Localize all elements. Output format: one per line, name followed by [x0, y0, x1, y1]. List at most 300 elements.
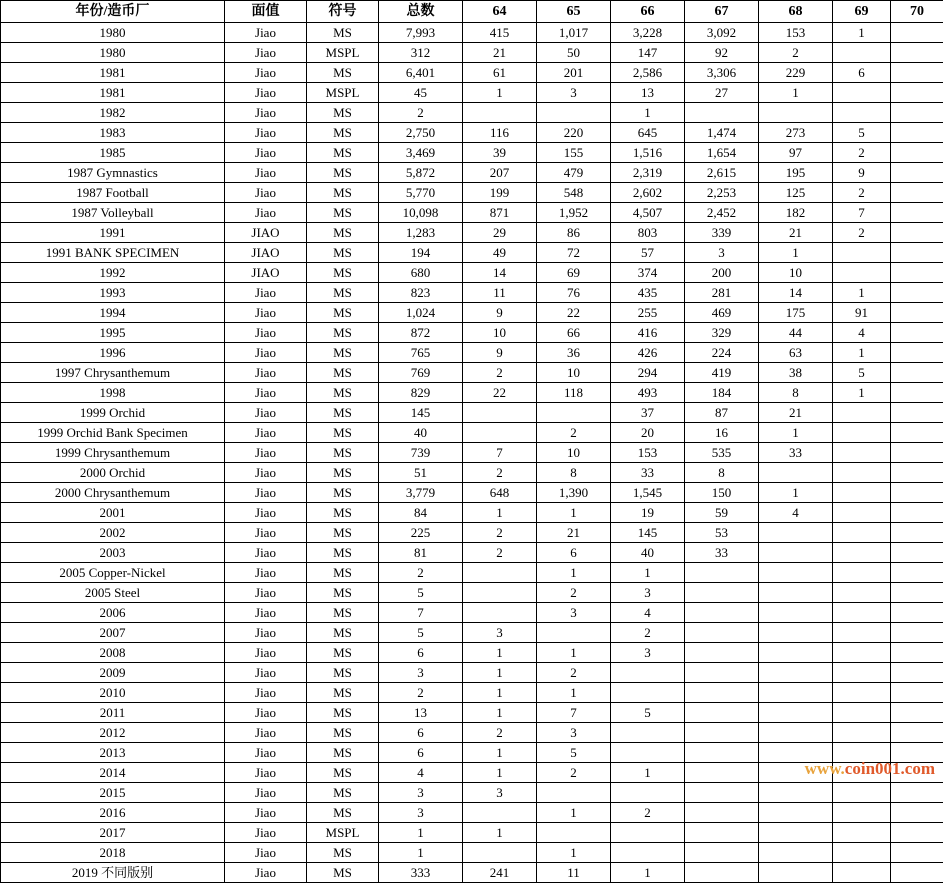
cell-value: Jiao	[225, 283, 307, 303]
cell-value: 2	[463, 543, 537, 563]
cell-value: 53	[685, 523, 759, 543]
cell-value: 155	[537, 143, 611, 163]
cell-value: 1	[611, 863, 685, 883]
cell-value: 535	[685, 443, 759, 463]
cell-value	[891, 603, 943, 623]
cell-value	[833, 723, 891, 743]
cell-value	[759, 523, 833, 543]
cell-value: MS	[307, 163, 379, 183]
column-header-8: 68	[759, 1, 833, 23]
cell-value: 1,017	[537, 23, 611, 43]
cell-value	[833, 743, 891, 763]
cell-value: 2	[611, 803, 685, 823]
cell-year-mint: 2019 不同版别	[1, 863, 225, 883]
cell-value: 21	[759, 223, 833, 243]
cell-value: 1	[759, 83, 833, 103]
cell-value	[611, 663, 685, 683]
cell-value: 175	[759, 303, 833, 323]
cell-value: 294	[611, 363, 685, 383]
cell-value: 2	[379, 683, 463, 703]
cell-value: MS	[307, 63, 379, 83]
cell-value: 479	[537, 163, 611, 183]
cell-value: 200	[685, 263, 759, 283]
cell-value: Jiao	[225, 123, 307, 143]
table-row	[1, 723, 943, 743]
cell-value: Jiao	[225, 43, 307, 63]
cell-value	[833, 683, 891, 703]
cell-value: MS	[307, 523, 379, 543]
cell-value	[891, 723, 943, 743]
cell-value: 33	[759, 443, 833, 463]
cell-value: 2	[463, 723, 537, 743]
cell-value	[833, 243, 891, 263]
table-row	[1, 763, 943, 783]
cell-value	[891, 363, 943, 383]
cell-year-mint: 2014	[1, 763, 225, 783]
cell-value: 1,516	[611, 143, 685, 163]
cell-value	[611, 783, 685, 803]
cell-value: MS	[307, 803, 379, 823]
cell-year-mint: 2000 Orchid	[1, 463, 225, 483]
cell-value	[685, 783, 759, 803]
cell-value	[685, 863, 759, 883]
cell-value: 49	[463, 243, 537, 263]
cell-value	[891, 523, 943, 543]
cell-value: 871	[463, 203, 537, 223]
cell-value	[891, 803, 943, 823]
cell-value: 1	[611, 763, 685, 783]
cell-year-mint: 2011	[1, 703, 225, 723]
cell-value: 7	[379, 603, 463, 623]
table-row	[1, 403, 943, 423]
cell-year-mint: 2013	[1, 743, 225, 763]
cell-value: Jiao	[225, 183, 307, 203]
table-row	[1, 563, 943, 583]
cell-value	[759, 803, 833, 823]
cell-value: 312	[379, 43, 463, 63]
column-header-3: 总数	[379, 1, 463, 23]
cell-value: 9	[833, 163, 891, 183]
table-row	[1, 203, 943, 223]
table-row	[1, 43, 943, 63]
cell-value: 207	[463, 163, 537, 183]
cell-value	[891, 583, 943, 603]
cell-value: 2,615	[685, 163, 759, 183]
cell-value: 1	[463, 703, 537, 723]
cell-value: 3	[537, 603, 611, 623]
cell-value: Jiao	[225, 783, 307, 803]
cell-value: 1	[463, 643, 537, 663]
cell-value	[891, 683, 943, 703]
cell-value: 116	[463, 123, 537, 143]
column-header-4: 64	[463, 1, 537, 23]
cell-value: 1	[611, 563, 685, 583]
cell-value: 4	[611, 603, 685, 623]
cell-value: 6	[379, 743, 463, 763]
cell-value: Jiao	[225, 163, 307, 183]
cell-value	[685, 623, 759, 643]
cell-value	[685, 103, 759, 123]
cell-value	[685, 723, 759, 743]
table-row	[1, 743, 943, 763]
cell-value: 8	[759, 383, 833, 403]
cell-value: 3,228	[611, 23, 685, 43]
cell-value: MS	[307, 583, 379, 603]
cell-value: 435	[611, 283, 685, 303]
cell-value	[891, 543, 943, 563]
cell-value	[611, 843, 685, 863]
cell-value: 1	[833, 23, 891, 43]
cell-value: MS	[307, 103, 379, 123]
cell-year-mint: 1991 BANK SPECIMEN	[1, 243, 225, 263]
watermark-www: www.	[805, 759, 845, 778]
cell-value	[891, 203, 943, 223]
cell-value	[759, 623, 833, 643]
cell-value: 241	[463, 863, 537, 883]
cell-value	[611, 683, 685, 703]
cell-value: 273	[759, 123, 833, 143]
cell-value	[891, 343, 943, 363]
cell-value: Jiao	[225, 743, 307, 763]
cell-value: 44	[759, 323, 833, 343]
cell-value: 10	[537, 443, 611, 463]
cell-value: 4	[379, 763, 463, 783]
cell-value	[759, 823, 833, 843]
cell-value: 1	[463, 823, 537, 843]
cell-value: 416	[611, 323, 685, 343]
cell-value	[759, 683, 833, 703]
column-header-9: 69	[833, 1, 891, 23]
cell-value: 872	[379, 323, 463, 343]
cell-value	[833, 443, 891, 463]
cell-value: 10	[759, 263, 833, 283]
cell-value	[759, 743, 833, 763]
cell-value: 1	[379, 823, 463, 843]
cell-value: 39	[463, 143, 537, 163]
cell-value: Jiao	[225, 423, 307, 443]
cell-value: Jiao	[225, 63, 307, 83]
cell-value	[463, 423, 537, 443]
table-row	[1, 523, 943, 543]
cell-value: MS	[307, 703, 379, 723]
cell-value: 87	[685, 403, 759, 423]
cell-value	[833, 803, 891, 823]
cell-value	[833, 643, 891, 663]
cell-value: 3	[379, 783, 463, 803]
table-row	[1, 623, 943, 643]
table-row	[1, 63, 943, 83]
cell-value: Jiao	[225, 683, 307, 703]
cell-value: 8	[537, 463, 611, 483]
cell-year-mint: 2012	[1, 723, 225, 743]
cell-value	[685, 803, 759, 823]
cell-value	[537, 783, 611, 803]
cell-value: 2,586	[611, 63, 685, 83]
cell-value: 229	[759, 63, 833, 83]
cell-value: 2	[537, 423, 611, 443]
cell-value: 3,779	[379, 483, 463, 503]
table-row	[1, 163, 943, 183]
cell-value: 2,750	[379, 123, 463, 143]
table-row	[1, 363, 943, 383]
cell-value	[463, 583, 537, 603]
cell-value: MS	[307, 763, 379, 783]
cell-year-mint: 2005 Steel	[1, 583, 225, 603]
cell-value	[891, 783, 943, 803]
cell-value: 1	[463, 743, 537, 763]
cell-value: 1	[759, 423, 833, 443]
table-row	[1, 103, 943, 123]
cell-value: Jiao	[225, 803, 307, 823]
cell-value: 1	[833, 343, 891, 363]
cell-value: 6	[379, 723, 463, 743]
cell-value	[833, 503, 891, 523]
cell-value	[685, 663, 759, 683]
cell-value	[833, 83, 891, 103]
cell-value: 2	[833, 183, 891, 203]
cell-year-mint: 1999 Chrysanthemum	[1, 443, 225, 463]
cell-value: 803	[611, 223, 685, 243]
cell-value	[891, 83, 943, 103]
cell-value: 769	[379, 363, 463, 383]
cell-value	[685, 603, 759, 623]
cell-value: 1	[463, 683, 537, 703]
cell-value: 16	[685, 423, 759, 443]
cell-value	[891, 823, 943, 843]
cell-value: 9	[463, 343, 537, 363]
cell-value	[891, 643, 943, 663]
cell-value: Jiao	[225, 763, 307, 783]
cell-value	[833, 483, 891, 503]
cell-value: MS	[307, 243, 379, 263]
cell-value	[891, 223, 943, 243]
cell-value: 2	[463, 523, 537, 543]
cell-value	[685, 563, 759, 583]
cell-value: 2,602	[611, 183, 685, 203]
cell-year-mint: 1983	[1, 123, 225, 143]
cell-value: 3,092	[685, 23, 759, 43]
table-row	[1, 383, 943, 403]
cell-year-mint: 1995	[1, 323, 225, 343]
cell-value: 13	[611, 83, 685, 103]
cell-value: 1	[537, 683, 611, 703]
cell-value: 153	[759, 23, 833, 43]
cell-value: JIAO	[225, 243, 307, 263]
cell-year-mint: 1987 Gymnastics	[1, 163, 225, 183]
cell-value: Jiao	[225, 323, 307, 343]
cell-value: 2	[379, 563, 463, 583]
cell-value	[833, 583, 891, 603]
cell-value: 1	[759, 483, 833, 503]
cell-value	[891, 763, 943, 783]
cell-value	[759, 643, 833, 663]
cell-year-mint: 1980	[1, 23, 225, 43]
column-header-6: 66	[611, 1, 685, 23]
cell-value	[891, 463, 943, 483]
cell-value	[891, 263, 943, 283]
table-header-row	[1, 1, 943, 23]
table-row	[1, 343, 943, 363]
cell-value: 3	[611, 583, 685, 603]
table-row	[1, 583, 943, 603]
cell-value: 29	[463, 223, 537, 243]
cell-value	[611, 743, 685, 763]
cell-value	[759, 663, 833, 683]
cell-value: MS	[307, 863, 379, 883]
cell-value	[891, 163, 943, 183]
cell-value	[891, 383, 943, 403]
table-body	[1, 23, 943, 883]
cell-value: 9	[463, 303, 537, 323]
cell-value: 66	[537, 323, 611, 343]
cell-value	[685, 763, 759, 783]
cell-value: 61	[463, 63, 537, 83]
cell-value: Jiao	[225, 383, 307, 403]
cell-value: MS	[307, 783, 379, 803]
cell-value: 2	[463, 463, 537, 483]
cell-year-mint: 2010	[1, 683, 225, 703]
cell-value: MS	[307, 223, 379, 243]
cell-year-mint: 2009	[1, 663, 225, 683]
cell-value	[891, 23, 943, 43]
cell-value	[759, 843, 833, 863]
cell-value: 1,283	[379, 223, 463, 243]
cell-value: 823	[379, 283, 463, 303]
column-header-7: 67	[685, 1, 759, 23]
cell-value: 1	[537, 803, 611, 823]
cell-value	[759, 723, 833, 743]
cell-year-mint: 2000 Chrysanthemum	[1, 483, 225, 503]
cell-value: Jiao	[225, 203, 307, 223]
cell-value: 225	[379, 523, 463, 543]
table-row	[1, 483, 943, 503]
cell-value: MS	[307, 443, 379, 463]
cell-value: 14	[463, 263, 537, 283]
cell-value: JIAO	[225, 263, 307, 283]
cell-value: 145	[611, 523, 685, 543]
table-row	[1, 703, 943, 723]
cell-value: 1	[759, 243, 833, 263]
table-header	[1, 1, 943, 23]
cell-value: 1,024	[379, 303, 463, 323]
cell-value	[759, 763, 833, 783]
table-row	[1, 303, 943, 323]
table-row	[1, 463, 943, 483]
cell-value: MS	[307, 203, 379, 223]
watermark-domain: .com	[901, 759, 935, 778]
cell-value: 40	[611, 543, 685, 563]
cell-value: 2	[463, 363, 537, 383]
cell-value	[759, 563, 833, 583]
cell-value: 19	[611, 503, 685, 523]
cell-value	[759, 703, 833, 723]
cell-value: Jiao	[225, 663, 307, 683]
cell-value	[891, 283, 943, 303]
table-row	[1, 643, 943, 663]
cell-value	[833, 563, 891, 583]
table-row	[1, 243, 943, 263]
cell-value	[891, 443, 943, 463]
cell-value: 680	[379, 263, 463, 283]
cell-value: 329	[685, 323, 759, 343]
cell-value: Jiao	[225, 603, 307, 623]
cell-value	[537, 103, 611, 123]
cell-value: 57	[611, 243, 685, 263]
cell-value: 86	[537, 223, 611, 243]
cell-value: Jiao	[225, 463, 307, 483]
cell-value	[891, 43, 943, 63]
cell-value: Jiao	[225, 23, 307, 43]
cell-value: 1	[537, 843, 611, 863]
table-row	[1, 823, 943, 843]
cell-value: 33	[611, 463, 685, 483]
cell-value: 1,474	[685, 123, 759, 143]
cell-value	[685, 703, 759, 723]
cell-value: Jiao	[225, 563, 307, 583]
cell-value	[833, 43, 891, 63]
cell-year-mint: 2017	[1, 823, 225, 843]
cell-value: 22	[537, 303, 611, 323]
cell-value: 97	[759, 143, 833, 163]
cell-year-mint: 2003	[1, 543, 225, 563]
cell-value: MS	[307, 343, 379, 363]
cell-value: 2	[537, 583, 611, 603]
cell-value: 5	[833, 123, 891, 143]
cell-value: 153	[611, 443, 685, 463]
cell-value: Jiao	[225, 863, 307, 883]
column-header-0: 年份/造币厂	[1, 1, 225, 23]
cell-value: 224	[685, 343, 759, 363]
cell-value: 118	[537, 383, 611, 403]
cell-value: 2	[611, 623, 685, 643]
cell-year-mint: 2005 Copper-Nickel	[1, 563, 225, 583]
cell-value: 184	[685, 383, 759, 403]
cell-value: MS	[307, 463, 379, 483]
cell-value: 195	[759, 163, 833, 183]
cell-value: Jiao	[225, 623, 307, 643]
cell-value: 50	[537, 43, 611, 63]
cell-value: 1	[537, 643, 611, 663]
cell-value: 3	[463, 623, 537, 643]
cell-value: MS	[307, 323, 379, 343]
table-row	[1, 323, 943, 343]
cell-value	[685, 583, 759, 603]
table-row	[1, 223, 943, 243]
cell-value: 125	[759, 183, 833, 203]
cell-value	[833, 783, 891, 803]
cell-value: 51	[379, 463, 463, 483]
cell-value	[833, 603, 891, 623]
cell-value: 220	[537, 123, 611, 143]
cell-value: 21	[463, 43, 537, 63]
cell-value: 1	[611, 103, 685, 123]
table-row	[1, 803, 943, 823]
cell-value: 7	[833, 203, 891, 223]
cell-value: 10	[463, 323, 537, 343]
table-row	[1, 423, 943, 443]
cell-value: 1,654	[685, 143, 759, 163]
cell-value: MSPL	[307, 83, 379, 103]
cell-value: 21	[537, 523, 611, 543]
cell-value	[891, 423, 943, 443]
cell-value: 339	[685, 223, 759, 243]
cell-value	[891, 303, 943, 323]
cell-value: 3	[611, 643, 685, 663]
cell-value: MS	[307, 603, 379, 623]
cell-value	[833, 263, 891, 283]
cell-value	[463, 563, 537, 583]
cell-value	[833, 763, 891, 783]
